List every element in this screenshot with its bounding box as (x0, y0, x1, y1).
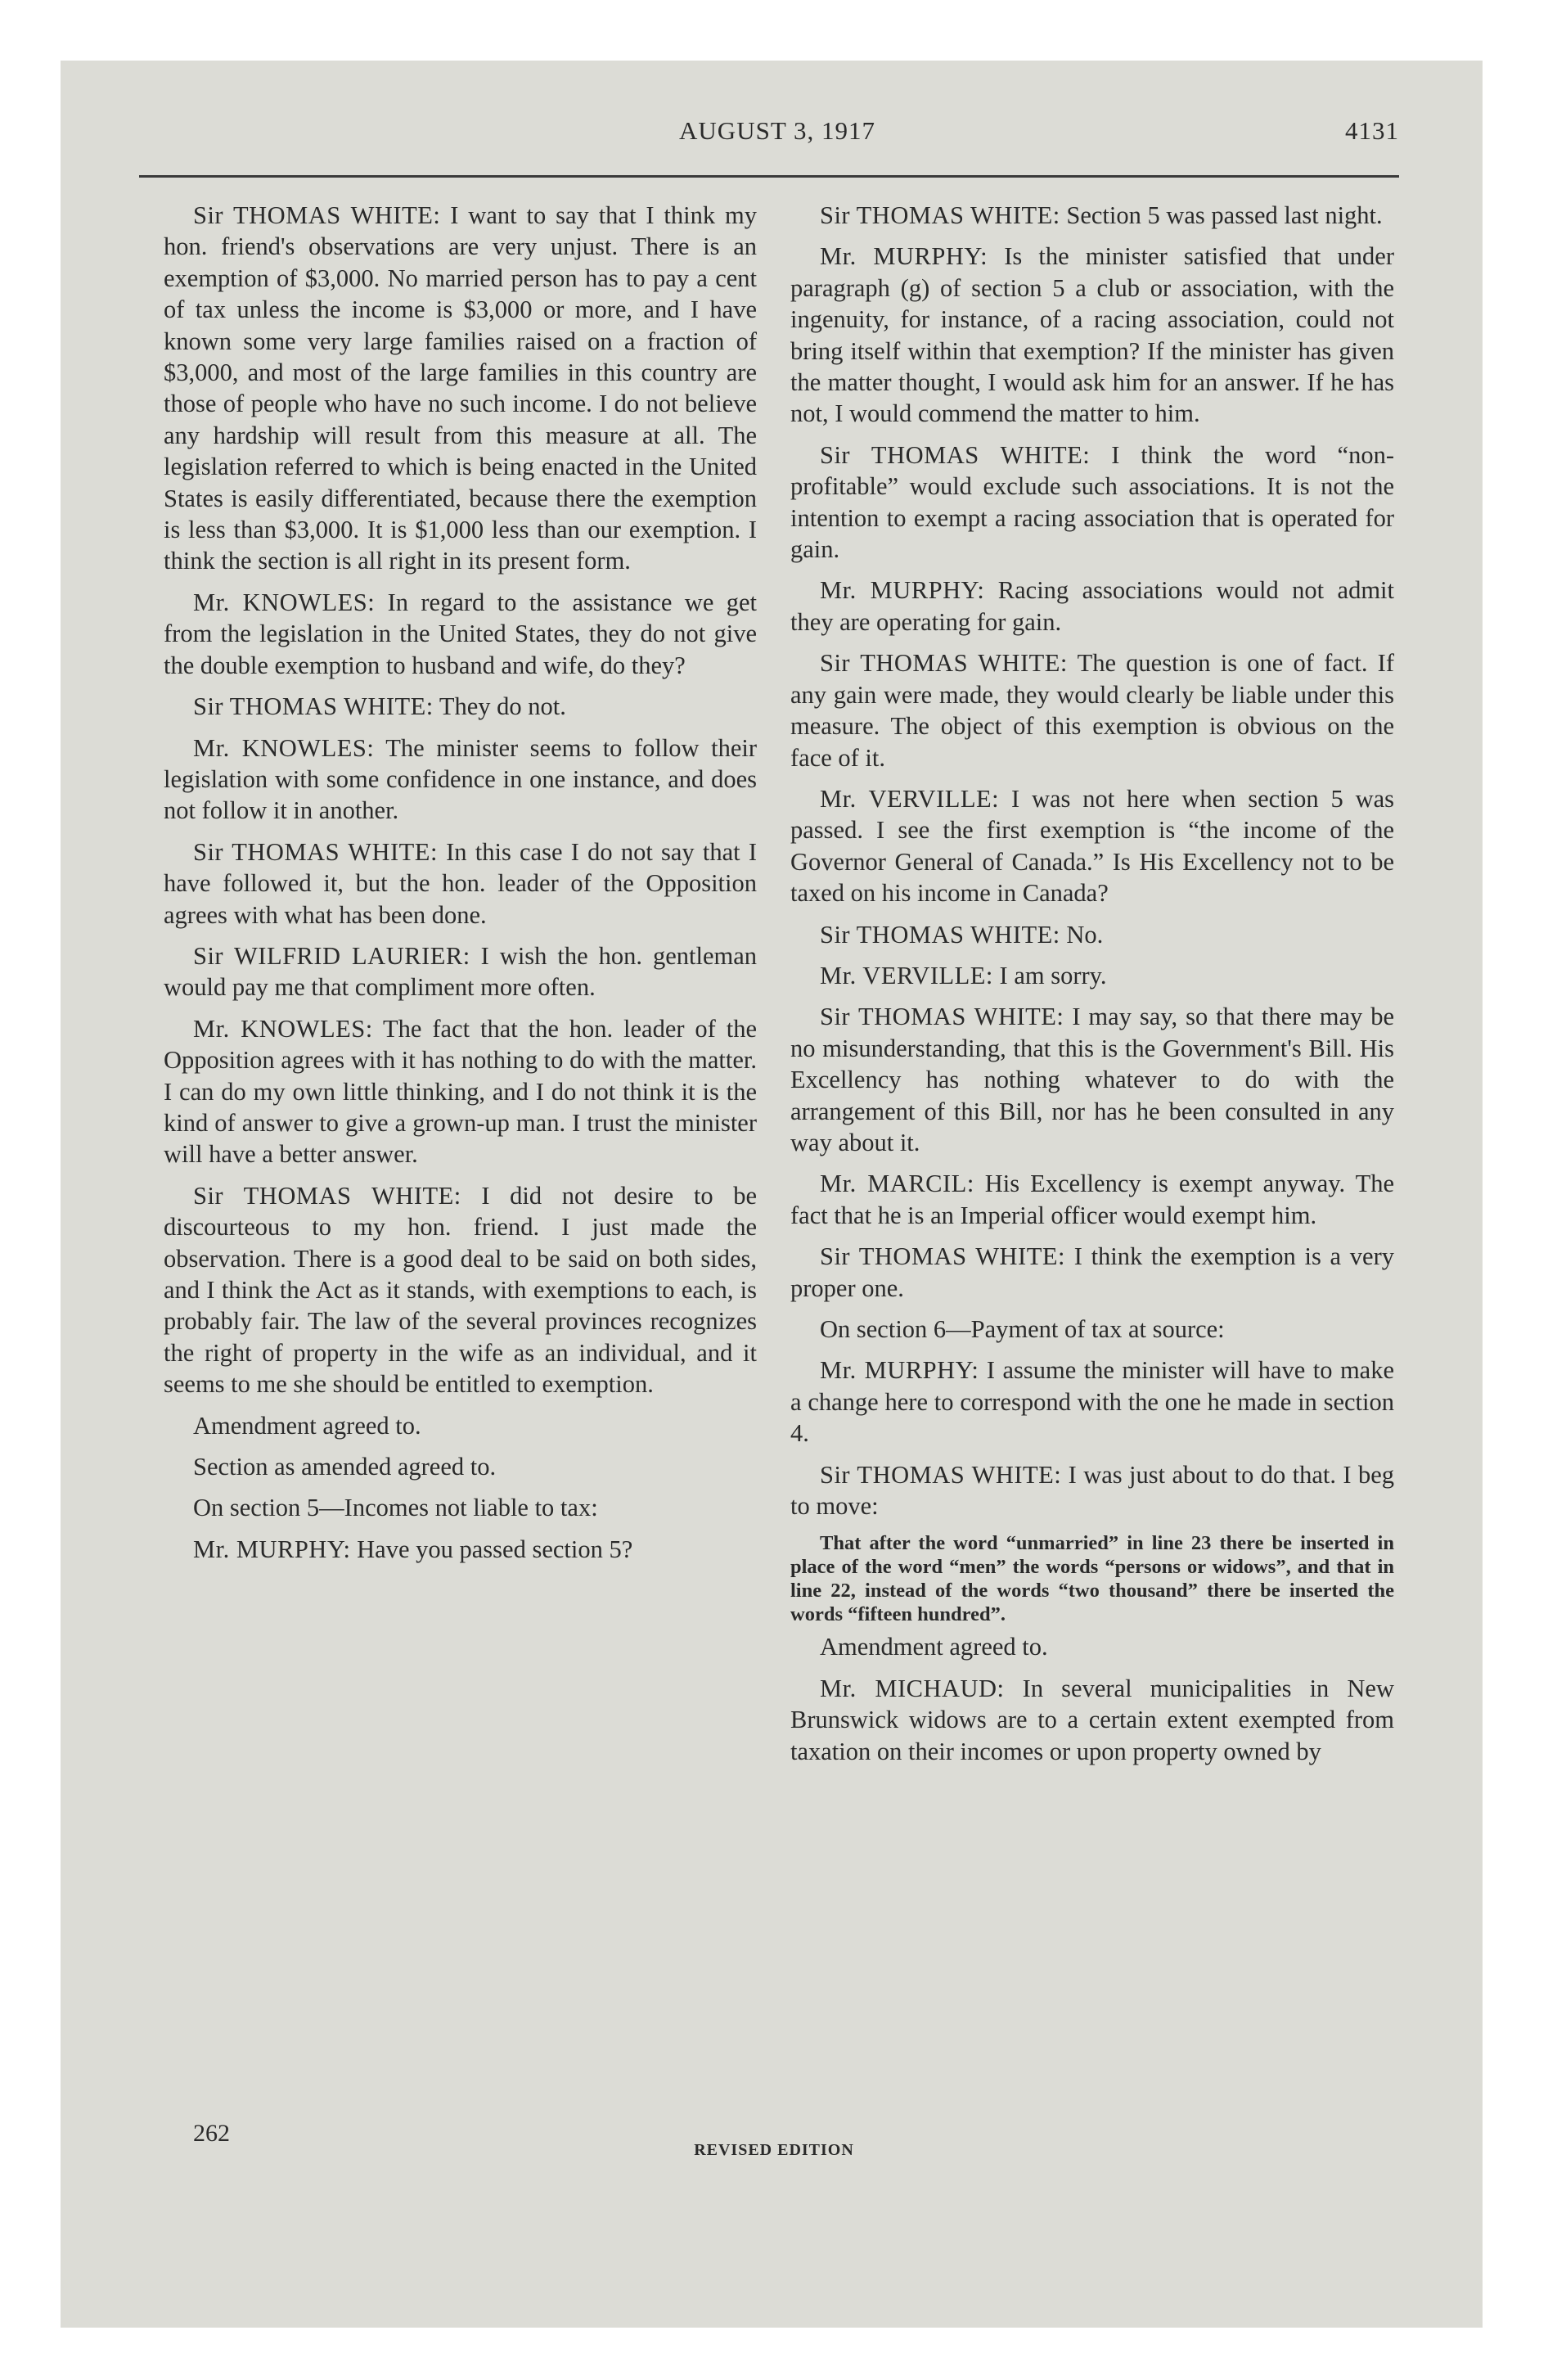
header-rule (139, 175, 1399, 178)
paragraph-text: In this case I do not say that I have followed it, but the hon. leader of the Opposition agrees with what has been done. (164, 837, 757, 929)
speaker-name: Mr. MURPHY: (820, 1356, 979, 1385)
paragraph (790, 1168, 1394, 1231)
speaker-name: Mr. MURPHY: (193, 1535, 351, 1563)
paragraph (164, 587, 757, 681)
paragraph-text: The fact that the hon. leader of the Opposition agrees with it has nothing to do with the matter. I can do my own little thinking, and I do not think it is the kind of answer to give a grown-up man. I trust the minister will have a better answer. (164, 1014, 757, 1169)
paragraph (790, 200, 1394, 231)
paragraph (790, 1673, 1394, 1767)
speaker-name: Sir THOMAS WHITE: (193, 837, 438, 866)
paragraph-text: Amendment agreed to. (193, 1411, 421, 1440)
page-number: 4131 (1345, 116, 1399, 145)
paragraph-text: I wish the hon. gentleman would pay me that compliment more often. (164, 941, 758, 1002)
paragraph (790, 241, 1394, 429)
paragraph (164, 836, 757, 931)
paragraph-text: The minister seems to follow their legislation with some confidence in one instance, and does not follow it in another. (164, 733, 757, 825)
paragraph (790, 919, 1394, 950)
paragraph (164, 1180, 757, 1400)
speaker-name: Mr. MARCIL: (820, 1170, 974, 1198)
paragraph (164, 200, 757, 577)
paragraph (790, 1314, 1394, 1345)
paragraph (164, 940, 757, 1003)
paragraph-text: I may say, so that there may be no misunderstanding, that this is the Government's Bill. His Excellency has nothing whatever to do with the arrangement of this Bill, nor has he been consulted in any way about it. (790, 1003, 1395, 1156)
paragraph (790, 1459, 1394, 1522)
paragraph-text: Section 5 was passed last night. (1066, 201, 1383, 229)
paragraph-text: Racing associations would not admit they are operating for gain. (790, 576, 1394, 636)
paragraph-text: I think the exemption is a very proper one. (790, 1242, 1394, 1302)
paragraph (790, 960, 1394, 991)
paragraph (164, 1410, 757, 1441)
paragraph-text: I was just about to do that. I beg to move: (790, 1460, 1394, 1521)
speaker-name: Mr. KNOWLES: (193, 588, 376, 616)
paragraph (790, 439, 1394, 566)
paragraph-text: I am sorry. (999, 961, 1107, 989)
signature-mark: 262 (193, 2120, 230, 2147)
speaker-name: Sir WILFRID LAURIER: (193, 941, 470, 970)
paragraph (790, 647, 1394, 773)
running-header (155, 116, 1399, 152)
speaker-name: Sir THOMAS WHITE: (820, 1460, 1062, 1489)
paragraph (790, 575, 1394, 638)
paragraph (790, 1001, 1394, 1158)
paragraph (164, 732, 757, 827)
speaker-name: Mr. MURPHY: (820, 576, 985, 605)
speaker-name: Mr. MURPHY: (820, 242, 988, 271)
speaker-name: Sir THOMAS WHITE: (820, 440, 1091, 469)
paragraph (790, 1355, 1394, 1449)
left-column (164, 200, 757, 1575)
speaker-name: Sir THOMAS WHITE: (820, 920, 1060, 949)
right-column (790, 200, 1394, 1777)
speaker-name: Sir THOMAS WHITE: (820, 1003, 1064, 1031)
paragraph-text: Is the minister satisfied that under paragraph (g) of section 5 a club or association, with the ingenuity, for instance, of a racing association, could not bring itself within that exemption? If the minister has given the matter thought, I would ask him for an answer. If he has not, I would commend the matter to him. (790, 242, 1394, 428)
paragraph-text: Have you passed section 5? (357, 1535, 633, 1563)
speaker-name: Sir THOMAS WHITE: (820, 649, 1068, 678)
paragraph-text: Section as amended agreed to. (193, 1453, 497, 1481)
paragraph (790, 1631, 1394, 1662)
motion-quote: That after the word “unmarried” in line 23 there be inserted in place of the word “men” the words “persons or widows”, and that in line 22, instead of the words “two thousand” there be inserted the words “fifteen hundred”. (790, 1532, 1394, 1626)
speaker-name: Sir THOMAS WHITE: (820, 1242, 1065, 1271)
edition-footer: REVISED EDITION (694, 2141, 854, 2159)
speaker-name: Sir THOMAS WHITE: (193, 201, 441, 229)
paragraph-text: His Excellency is exempt anyway. The fact that he is an Imperial officer would exempt him. (790, 1170, 1395, 1229)
paragraph (164, 1534, 757, 1565)
speaker-name: Mr. KNOWLES: (193, 1014, 373, 1043)
paragraph-text: I was not here when section 5 was passed. I see the first exemption is “the income of the Governor General of Canada.” Is His Excellency not to be taxed on his income in Canada? (790, 784, 1395, 908)
speaker-name: Sir THOMAS WHITE: (820, 201, 1060, 229)
speaker-name: Sir THOMAS WHITE: (193, 1181, 461, 1210)
paragraph-text: I assume the minister will have to make a change here to correspond with the one he made in section 4. (790, 1356, 1394, 1448)
paragraph-text: I think the word “non-profitable” would exclude such associations. It is not the intention to exempt a racing association that is operated for gain. (790, 440, 1395, 564)
paragraph-text: Amendment agreed to. (820, 1633, 1048, 1661)
speaker-name: Mr. VERVILLE: (820, 961, 993, 989)
paragraph-text: I want to say that I think my hon. friend's observations are very unjust. There is an exemption of $3,000. No married person has to pay a cent of tax unless the income is $3,000 or more, and I have known some very large families raised on a fraction of $3,000, and most of the large families in this country are those of people who have no such income. I do not believe any hardship will result from this measure at all. The legislation referred to which is being enacted in the United States is easily differentiated, because there the exemption is less than $3,000. It is $1,000 less than our exemption. I think the section is all right in its present form. (164, 201, 757, 575)
speaker-name: Mr. MICHAUD: (820, 1674, 1005, 1702)
paragraph-text: On section 5—Incomes not liable to tax: (193, 1494, 598, 1522)
paragraph (164, 1492, 757, 1523)
paragraph-text: In regard to the assistance we get from the legislation in the United States, they do not give the double exemption to husband and wife, do they? (164, 588, 758, 679)
paragraph (790, 783, 1394, 909)
header-date: AUGUST 3, 1917 (679, 116, 875, 145)
speaker-name: Sir THOMAS WHITE: (193, 692, 434, 721)
paragraph (164, 691, 757, 722)
speaker-name: Mr. KNOWLES: (193, 733, 375, 762)
paragraph (164, 1451, 757, 1482)
paragraph-text: No. (1066, 920, 1104, 949)
paragraph-text: They do not. (439, 692, 566, 721)
paragraph (790, 1241, 1394, 1304)
paragraph-text: In several municipalities in New Brunswick widows are to a certain extent exempted from taxation on their incomes or upon property owned by (790, 1674, 1394, 1765)
paragraph-text: I did not desire to be discourteous to my hon. friend. I just made the observation. There is a good deal to be said on both sides, and I think the Act as it stands, with exemptions to each, is probably fair. The law of the several provinces recognizes the right of property in the wife as an individual, and it seems to me she should be entitled to exemption. (164, 1181, 757, 1399)
speaker-name: Mr. VERVILLE: (820, 784, 1000, 813)
paragraph-text: On section 6—Payment of tax at source: (820, 1315, 1225, 1343)
paragraph-text: The question is one of fact. If any gain were made, they would clearly be liable under this measure. The object of this exemption is obvious on the face of it. (790, 649, 1394, 772)
paragraph (164, 1013, 757, 1170)
